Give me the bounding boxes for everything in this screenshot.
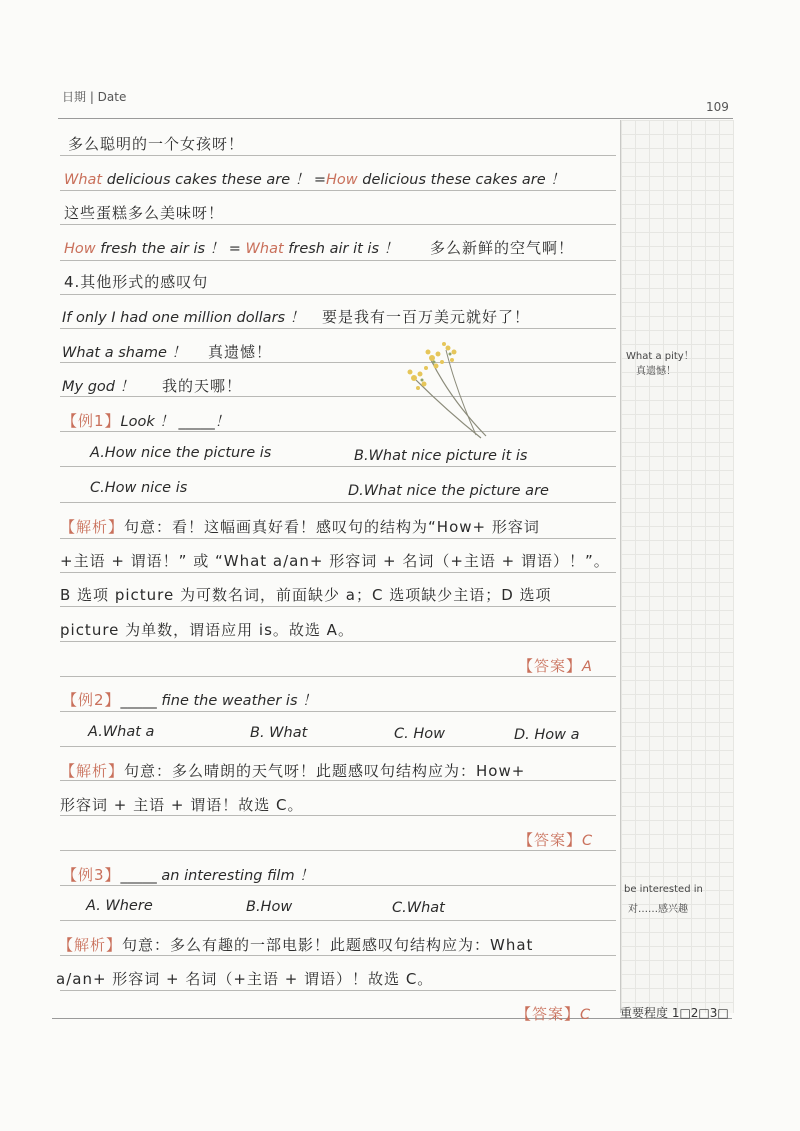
text-line-7-en: What a shame ！ (62, 345, 186, 361)
sidenote-2-en: be interested in (624, 884, 703, 895)
highlight-how: How (325, 172, 358, 188)
ruled-line (60, 502, 616, 503)
option-b: B. What (250, 725, 308, 741)
ruled-line (60, 396, 616, 397)
example-2-answer (518, 829, 592, 850)
ruled-line (60, 190, 616, 191)
section-heading: 4.其他形式的感叹句 (64, 273, 209, 291)
example-1-analysis-line-2: +主语 + 谓语！” 或 “What a/an+ 形容词 + 名词（+主语 + 谓语）！”。 (60, 552, 610, 570)
analysis-text: 句意：多么有趣的一部电影！此题感叹句结构应为：What (122, 936, 534, 954)
question-stem: Look ！ _____！ (120, 414, 230, 430)
ruled-line (60, 920, 616, 921)
highlight-what: What (64, 172, 103, 188)
option-d: D. How a (514, 727, 580, 743)
ruled-line (60, 815, 616, 816)
example-3-answer (516, 1003, 590, 1024)
example-1-analysis-line-1 (60, 516, 540, 537)
question-stem: _____ fine the weather is ！ (120, 693, 317, 709)
ruled-line (60, 431, 616, 432)
option-c: C.How nice is (90, 480, 188, 496)
ruled-line (60, 990, 616, 991)
answer-value: C (580, 1007, 591, 1023)
ruled-line (60, 466, 616, 467)
example-1-stem (62, 410, 229, 431)
option-a: A.How nice the picture is (90, 445, 272, 461)
example-1-analysis-line-3: B 选项 picture 为可数名词，前面缺少 a；C 选项缺少主语；D 选项 (60, 586, 552, 604)
text-line-6-cn: 要是我有一百万美元就好了！ (322, 308, 531, 326)
ruled-line (60, 294, 616, 295)
option-c: C.What (392, 900, 445, 916)
ruled-line (60, 155, 616, 156)
ruled-line (60, 572, 616, 573)
example-3-analysis-line-1 (58, 934, 533, 955)
analysis-tag: 【解析】 (60, 518, 125, 536)
ruled-line (60, 224, 616, 225)
ruled-line (60, 885, 616, 886)
example-1-answer (518, 655, 592, 676)
option-a: A. Where (86, 898, 153, 914)
sidenote-1-en: What a pity！ (626, 351, 694, 362)
ruled-line (60, 746, 616, 747)
analysis-tag: 【解析】 (58, 936, 123, 954)
example-2-stem (62, 689, 317, 710)
example-2-analysis-line-2: 形容词 + 主语 + 谓语！故选 C。 (60, 796, 304, 814)
question-stem: _____ an interesting film ！ (120, 868, 314, 884)
ruled-line (60, 260, 616, 261)
text-line-8-cn: 我的天哪！ (162, 377, 243, 395)
example-1-analysis-line-4: picture 为单数，谓语应用 is。故选 A。 (60, 621, 354, 639)
sentence-part: fresh air it is ！ (283, 241, 399, 257)
importance-rating: 重要程度 1□2□3□ (620, 1006, 729, 1020)
text-line-7-cn: 真遗憾！ (208, 343, 273, 361)
sentence-part: delicious these cakes are ！ (357, 172, 565, 188)
ruled-line (60, 362, 616, 363)
highlight-how: How (64, 241, 96, 257)
example-3-tag: 【例3】 (62, 866, 121, 884)
text-line-8-en: My god ！ (62, 379, 135, 395)
option-c: C. How (394, 726, 445, 742)
text-line-4 (64, 237, 398, 258)
page-number: 109 (706, 100, 729, 114)
example-1-tag: 【例1】 (62, 412, 121, 430)
highlight-what: What (245, 241, 284, 257)
sentence-part: fresh the air is ！ = (95, 241, 246, 257)
example-3-analysis-line-2: a/an+ 形容词 + 名词（+主语 + 谓语）！故选 C。 (56, 970, 434, 988)
date-label: 日期 | Date (62, 90, 127, 104)
ruled-line (60, 955, 616, 956)
option-a: A.What a (88, 724, 155, 740)
analysis-text: 句意：看！这幅画真好看！感叹句的结构为“How+ 形容词 (124, 518, 540, 536)
ruled-line (60, 641, 616, 642)
answer-tag: 【答案】 (518, 657, 583, 675)
notes-grid-column (620, 120, 734, 1013)
text-line-1: 多么聪明的一个女孩呀！ (68, 135, 245, 153)
text-line-2 (64, 168, 565, 189)
option-b: B.What nice picture it is (354, 448, 528, 464)
text-line-3: 这些蛋糕多么美味呀！ (64, 204, 225, 222)
ruled-line (60, 676, 616, 677)
ruled-line (60, 328, 616, 329)
ruled-line (60, 711, 616, 712)
example-2-tag: 【例2】 (62, 691, 121, 709)
option-b: B.How (246, 899, 293, 915)
example-2-analysis-line-1 (60, 760, 525, 781)
answer-tag: 【答案】 (518, 831, 583, 849)
flower-illustration (396, 340, 496, 440)
example-3-stem (62, 864, 314, 885)
sentence-part: delicious cakes these are ！ = (102, 172, 326, 188)
analysis-text: 句意：多么晴朗的天气呀！此题感叹句结构应为：How+ (124, 762, 526, 780)
answer-value: C (582, 833, 593, 849)
answer-tag: 【答案】 (516, 1005, 581, 1023)
text-line-4-cn: 多么新鲜的空气啊！ (430, 239, 575, 257)
text-line-6-en: If only I had one million dollars ！ (62, 310, 305, 326)
analysis-tag: 【解析】 (60, 762, 125, 780)
sidenote-1-cn: 真遗憾！ (636, 366, 676, 377)
answer-value: A (582, 659, 592, 675)
option-d: D.What nice the picture are (348, 483, 549, 499)
top-rule (58, 118, 733, 119)
sidenote-2-cn: 对……感兴趣 (628, 904, 688, 915)
ruled-line (60, 850, 616, 851)
ruled-line (60, 606, 616, 607)
ruled-line (60, 538, 616, 539)
